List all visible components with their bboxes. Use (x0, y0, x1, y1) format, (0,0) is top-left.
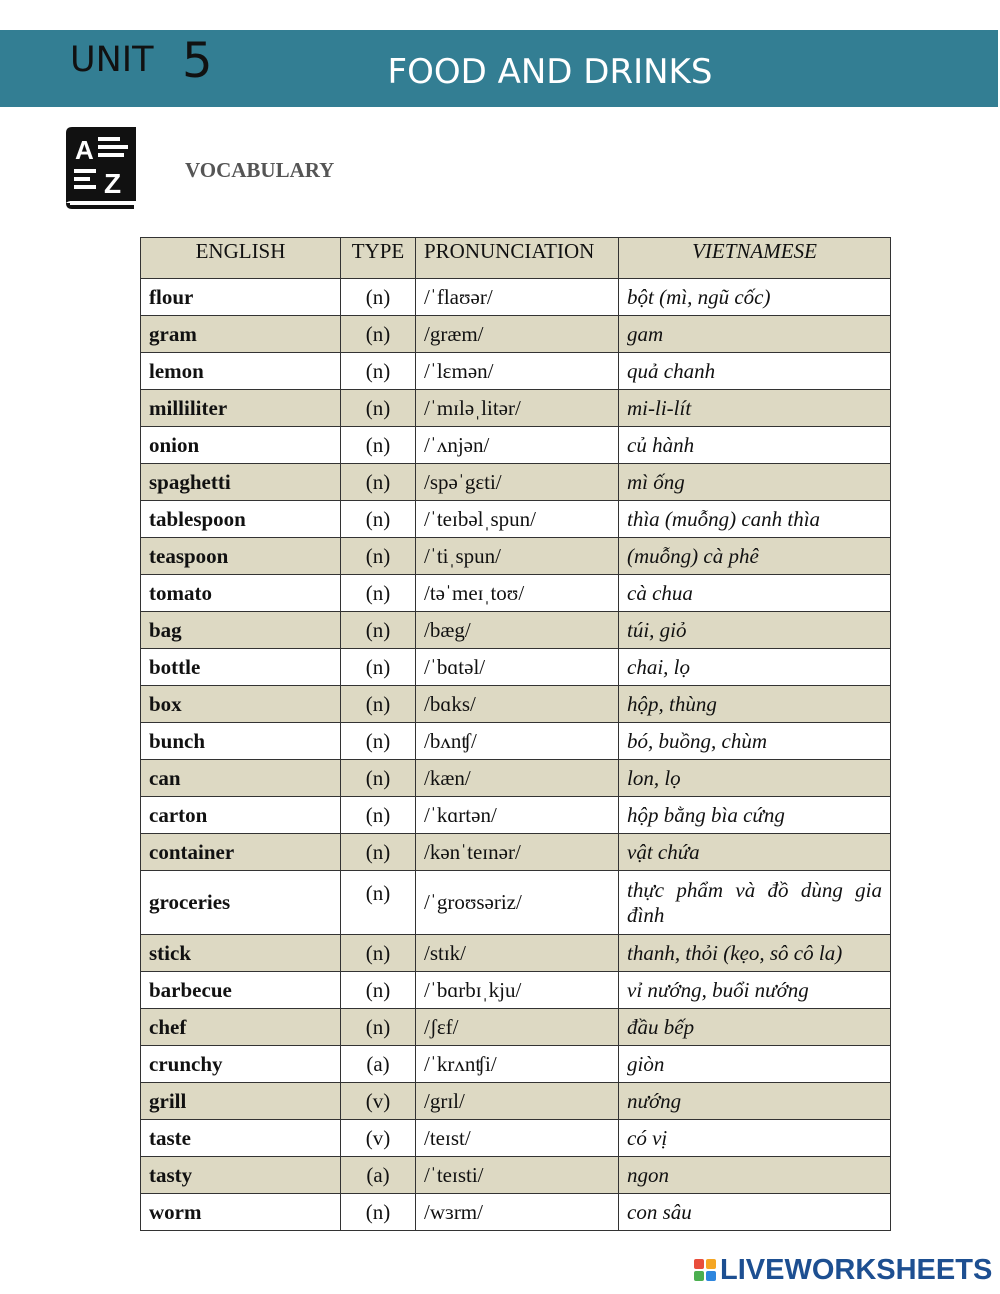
cell-english: bunch (141, 723, 341, 760)
cell-type: (n) (341, 797, 416, 834)
cell-english: gram (141, 316, 341, 353)
cell-type: (v) (341, 1120, 416, 1157)
column-header-pronunciation: PRONUNCIATION (416, 238, 619, 279)
table-row (141, 723, 891, 760)
cell-english: tasty (141, 1157, 341, 1194)
cell-type: (a) (341, 1157, 416, 1194)
table-header-row (141, 238, 891, 279)
cell-english: onion (141, 427, 341, 464)
cell-pronunciation: /ˈmɪləˌlitər/ (416, 390, 619, 427)
cell-vietnamese: hộp, thùng (619, 686, 891, 723)
cell-type: (n) (341, 353, 416, 390)
table-row (141, 538, 891, 575)
cell-pronunciation: /ˈtiˌspun/ (416, 538, 619, 575)
logo-square (706, 1271, 716, 1281)
table-row (141, 760, 891, 797)
cell-type: (n) (341, 1194, 416, 1231)
cell-vietnamese: bó, buồng, chùm (619, 723, 891, 760)
unit-label: UNIT (70, 40, 154, 80)
cell-vietnamese: ngon (619, 1157, 891, 1194)
svg-text:Z: Z (104, 168, 122, 199)
cell-pronunciation: /ˈkrʌnʧi/ (416, 1046, 619, 1083)
logo-square (694, 1271, 704, 1281)
cell-type: (n) (341, 871, 416, 935)
cell-type: (n) (341, 612, 416, 649)
cell-type: (n) (341, 279, 416, 316)
table-row (141, 834, 891, 871)
cell-english: tomato (141, 575, 341, 612)
cell-pronunciation: /grɪl/ (416, 1083, 619, 1120)
cell-english: barbecue (141, 972, 341, 1009)
table-row (141, 501, 891, 538)
cell-english: lemon (141, 353, 341, 390)
svg-text:A: A (75, 135, 94, 165)
cell-type: (n) (341, 464, 416, 501)
cell-vietnamese: giòn (619, 1046, 891, 1083)
cell-vietnamese: thực phẩm và đồ dùng gia đình (619, 871, 891, 935)
cell-type: (n) (341, 723, 416, 760)
cell-vietnamese: thìa (muỗng) canh thìa (619, 501, 891, 538)
liveworksheets-logo (694, 1253, 992, 1287)
table-row (141, 797, 891, 834)
logo-square (694, 1259, 704, 1269)
cell-type: (n) (341, 972, 416, 1009)
cell-vietnamese: vỉ nướng, buổi nướng (619, 972, 891, 1009)
cell-type: (n) (341, 501, 416, 538)
cell-pronunciation: /ˈteɪbəlˌspun/ (416, 501, 619, 538)
cell-type: (n) (341, 649, 416, 686)
cell-type: (n) (341, 834, 416, 871)
cell-pronunciation: /ʃɛf/ (416, 1009, 619, 1046)
cell-type: (n) (341, 538, 416, 575)
logo-text: LIVEWORKSHEETS (720, 1253, 993, 1286)
cell-vietnamese: có vị (619, 1120, 891, 1157)
cell-english: crunchy (141, 1046, 341, 1083)
table-row (141, 1120, 891, 1157)
logo-square (706, 1259, 716, 1269)
cell-pronunciation: /ˈkɑrtən/ (416, 797, 619, 834)
cell-english: box (141, 686, 341, 723)
liveworksheets-logo-icon (694, 1259, 716, 1281)
cell-vietnamese: thanh, thỏi (kẹo, sô cô la) (619, 935, 891, 972)
table-row (141, 649, 891, 686)
cell-type: (n) (341, 686, 416, 723)
table-row (141, 612, 891, 649)
column-header-vietnamese: VIETNAMESE (619, 238, 891, 279)
cell-pronunciation: /bʌnʧ/ (416, 723, 619, 760)
cell-pronunciation: /ˈgroʊsəriz/ (416, 871, 619, 935)
cell-type: (n) (341, 760, 416, 797)
cell-vietnamese: túi, giỏ (619, 612, 891, 649)
cell-vietnamese: nướng (619, 1083, 891, 1120)
cell-vietnamese: lon, lọ (619, 760, 891, 797)
table-row (141, 279, 891, 316)
table-row (141, 935, 891, 972)
cell-pronunciation: /kæn/ (416, 760, 619, 797)
dictionary-az-icon (64, 125, 138, 209)
table-row (141, 316, 891, 353)
cell-vietnamese: vật chứa (619, 834, 891, 871)
cell-type: (n) (341, 935, 416, 972)
cell-pronunciation: /kənˈteɪnər/ (416, 834, 619, 871)
cell-pronunciation: /ˈʌnjən/ (416, 427, 619, 464)
cell-english: teaspoon (141, 538, 341, 575)
cell-english: bottle (141, 649, 341, 686)
cell-english: bag (141, 612, 341, 649)
table-row (141, 686, 891, 723)
cell-type: (n) (341, 316, 416, 353)
cell-type: (n) (341, 427, 416, 464)
cell-english: carton (141, 797, 341, 834)
cell-pronunciation: /bæg/ (416, 612, 619, 649)
cell-english: milliliter (141, 390, 341, 427)
cell-vietnamese: bột (mì, ngũ cốc) (619, 279, 891, 316)
cell-english: spaghetti (141, 464, 341, 501)
cell-pronunciation: /ˈbɑtəl/ (416, 649, 619, 686)
table-row (141, 427, 891, 464)
cell-pronunciation: /bɑks/ (416, 686, 619, 723)
cell-english: worm (141, 1194, 341, 1231)
cell-pronunciation: /ˈteɪsti/ (416, 1157, 619, 1194)
cell-vietnamese: chai, lọ (619, 649, 891, 686)
column-header-type: TYPE (341, 238, 416, 279)
table-row (141, 464, 891, 501)
cell-type: (a) (341, 1046, 416, 1083)
cell-vietnamese: hộp bằng bìa cứng (619, 797, 891, 834)
cell-english: can (141, 760, 341, 797)
cell-vietnamese: mì ống (619, 464, 891, 501)
column-header-english: ENGLISH (141, 238, 341, 279)
cell-english: tablespoon (141, 501, 341, 538)
cell-vietnamese: con sâu (619, 1194, 891, 1231)
cell-type: (n) (341, 575, 416, 612)
cell-vietnamese: gam (619, 316, 891, 353)
section-title: VOCABULARY (185, 158, 335, 182)
cell-vietnamese: quả chanh (619, 353, 891, 390)
table-row (141, 1046, 891, 1083)
cell-pronunciation: /ˈbɑrbɪˌkju/ (416, 972, 619, 1009)
cell-pronunciation: /teɪst/ (416, 1120, 619, 1157)
cell-english: grill (141, 1083, 341, 1120)
cell-pronunciation: /spəˈgɛti/ (416, 464, 619, 501)
cell-pronunciation: /ˈflaʊər/ (416, 279, 619, 316)
cell-english: stick (141, 935, 341, 972)
cell-vietnamese: mi-li-lít (619, 390, 891, 427)
cell-pronunciation: /stɪk/ (416, 935, 619, 972)
table-row (141, 1009, 891, 1046)
table-row (141, 390, 891, 427)
table-row (141, 972, 891, 1009)
cell-pronunciation: /ˈlɛmən/ (416, 353, 619, 390)
cell-type: (n) (341, 390, 416, 427)
cell-pronunciation: /wɜrm/ (416, 1194, 619, 1231)
cell-english: taste (141, 1120, 341, 1157)
table-row (141, 353, 891, 390)
vocabulary-table (140, 237, 891, 1231)
cell-type: (v) (341, 1083, 416, 1120)
table-row (141, 871, 891, 935)
cell-pronunciation: /təˈmeɪˌtoʊ/ (416, 575, 619, 612)
cell-english: groceries (141, 871, 341, 935)
cell-vietnamese: (muỗng) cà phê (619, 538, 891, 575)
cell-vietnamese: củ hành (619, 427, 891, 464)
cell-pronunciation: /græm/ (416, 316, 619, 353)
cell-type: (n) (341, 1009, 416, 1046)
unit-number: 5 (182, 33, 213, 89)
unit-title: FOOD AND DRINKS (387, 52, 713, 92)
table-row (141, 1157, 891, 1194)
table-row (141, 575, 891, 612)
cell-english: container (141, 834, 341, 871)
cell-vietnamese: cà chua (619, 575, 891, 612)
table-row (141, 1083, 891, 1120)
cell-vietnamese: đầu bếp (619, 1009, 891, 1046)
cell-english: flour (141, 279, 341, 316)
cell-english: chef (141, 1009, 341, 1046)
table-row (141, 1194, 891, 1231)
